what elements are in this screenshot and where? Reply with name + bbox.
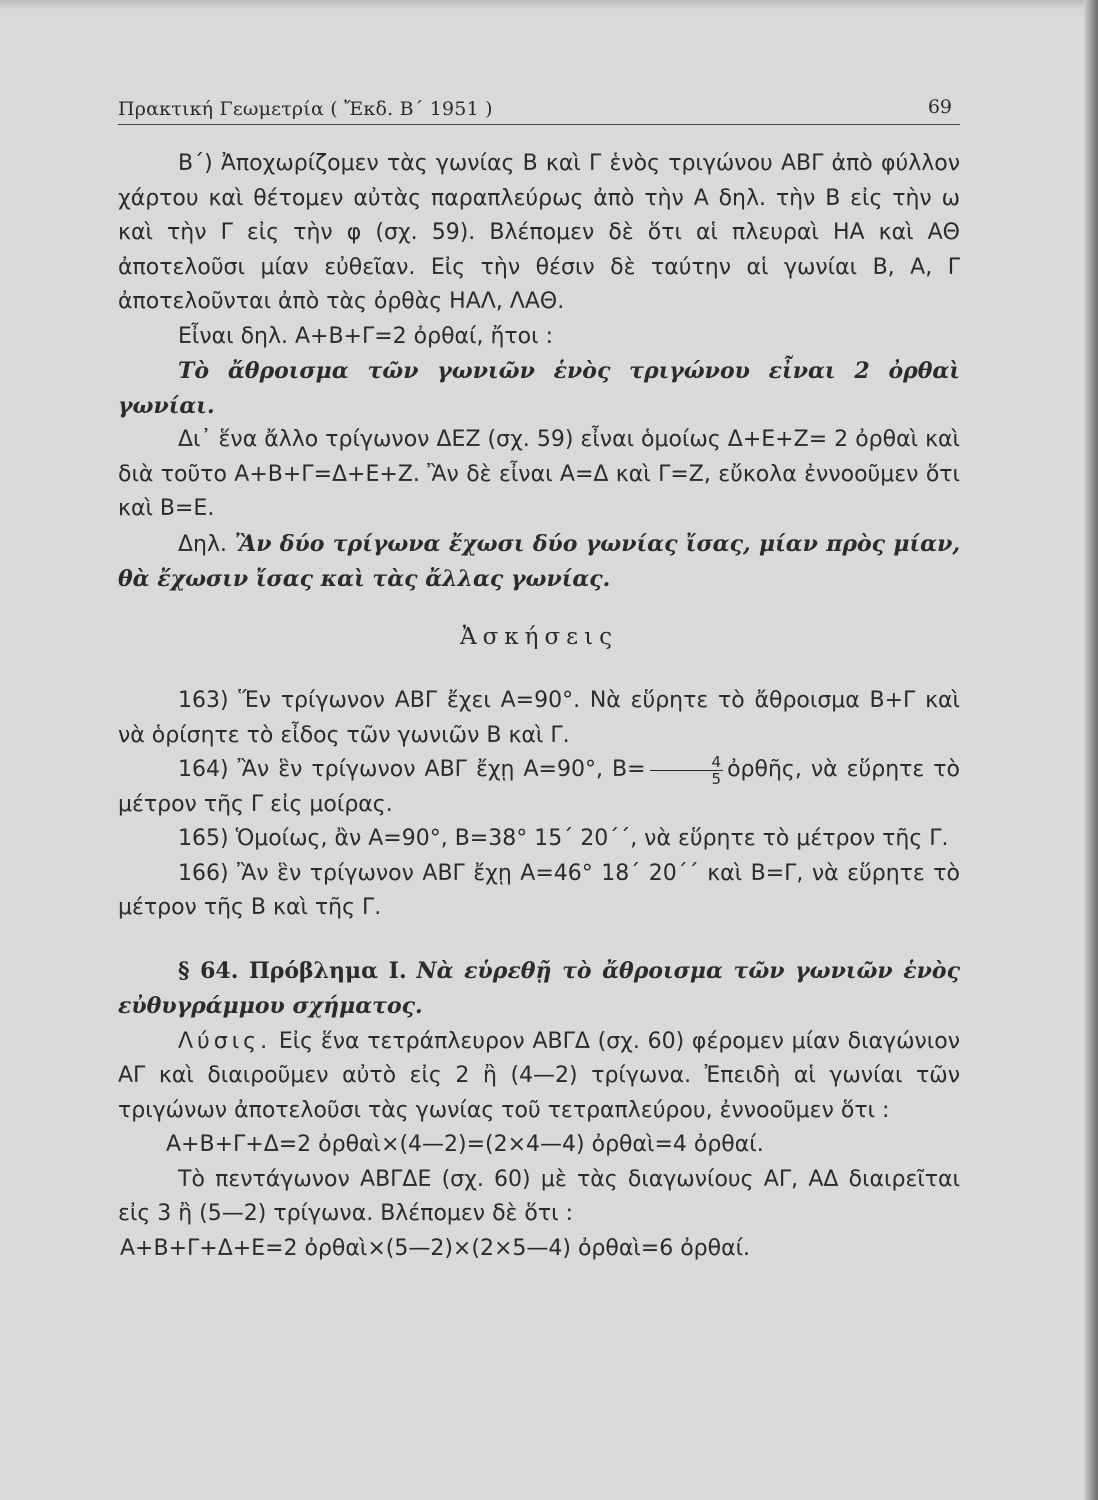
header-title: Πρακτική Γεωμετρία ( Ἔκδ. Β΄ 1951 )	[118, 98, 493, 120]
exercise-164-start: 164) Ἂν ἓν τρίγωνον ΑΒΓ ἔχῃ Α=90°, Β=	[178, 757, 646, 782]
fraction-four-fifths	[650, 754, 724, 787]
paragraph-def: Δι᾽ ἕνα ἄλλο τρίγωνον ΔΕΖ (σχ. 59) εἶναι ὁμοίως Δ+Ε+Ζ= 2 ὀρθαὶ καὶ διὰ τοῦτο Α+Β+Γ=Δ+Ε+Ζ. Ἂν δὲ εἶναι Α=Δ καὶ Γ=Ζ, εὔκολα ἐννοοῦμεν ὅτι καὶ Β=Ε.	[118, 427, 960, 521]
exercise-166: 166) Ἂν ἓν τρίγωνον ΑΒΓ ἔχῃ Α=46° 18΄ 20΄΄ καὶ Β=Γ, νὰ εὕρητε τὸ μέτρον τῆς Β καὶ τῆς Γ.	[118, 860, 960, 920]
paragraph-corollary	[118, 527, 960, 598]
section-64	[118, 954, 960, 1025]
section-gap	[118, 926, 960, 954]
exercise-165: 165) Ὁμοίως, ἂν Α=90°, Β=38° 15΄ 20΄΄, νὰ εὕρητε τὸ μέτρον τῆς Γ.	[178, 826, 949, 851]
fraction-numerator: 4	[650, 754, 724, 771]
exercise-163: 163) Ἕν τρίγωνον ΑΒΓ ἔχει Α=90°. Νὰ εὕρητε τὸ ἄθροισμα Β+Γ καὶ νὰ ὁρίσητε τὸ εἶδος τῶν γωνιῶν Β καὶ Γ.	[118, 688, 960, 748]
running-header	[118, 88, 960, 125]
page-top-shadow	[0, 0, 1098, 10]
paragraph-sum	[118, 320, 960, 355]
book-page	[118, 88, 960, 1266]
equation-quadrilateral: Α+Β+Γ+Δ=2 ὀρθαὶ×(4—2)=(2×4—4) ὀρθαὶ=4 ὀρθαί.	[166, 1132, 764, 1157]
theorem-triangle-sum: Τὸ ἄθροισμα τῶν γωνιῶν ἑνὸς τριγώνου εἶναι 2 ὀρθαὶ γωνίαι.	[118, 358, 960, 419]
page-right-edge	[1084, 0, 1098, 1500]
equation-pentagon: Α+Β+Γ+Δ+Ε=2 ὀρθαὶ×(5—2)×(2×5—4) ὀρθαὶ=6 ὀρθαί.	[120, 1235, 751, 1261]
solution-paragraph	[118, 1025, 960, 1129]
solution-label: Λύσις.	[178, 1028, 272, 1054]
paragraph-pentagon: Τὸ πεντάγωνον ΑΒΓΔΕ (σχ. 60) μὲ τὰς διαγωνίους ΑΓ, ΑΔ διαιρεῖται εἰς 3 ἢ (5—2) τρίγωνα. Βλέπομεν δὲ ὅτι :	[118, 1166, 960, 1226]
exercise-164	[118, 753, 960, 822]
page-body	[118, 147, 960, 1266]
sum-statement: Εἶναι δηλ. Α+Β+Γ=2 ὀρθαί, ἤτοι :	[178, 323, 553, 349]
paragraph-b: Β΄) Ἀποχωρίζομεν τὰς γωνίας Β καὶ Γ ἑνὸς τριγώνου ΑΒΓ ἀπὸ φύλλον χάρτου καὶ θέτομεν αὐτὰς παραπλεύρως ἀπὸ τὴν Α δηλ. τὴν Β εἰς τὴν ω καὶ τὴν Γ εἰς τὴν φ (σχ. 59). Βλέπομεν δὲ ὅτι αἱ πλευραὶ ΗΑ καὶ ΑΘ ἀποτελοῦσι μίαν εὐθεῖαν. Εἰς τὴν θέσιν δὲ ταύτην αἱ γωνίαι Β, Α, Γ ἀποτελοῦνται ἀπὸ τὰς ὀρθὰς ΗΑΛ, ΛΑΘ.	[118, 151, 960, 314]
fraction-denominator: 5	[711, 769, 722, 788]
solution-text: Εἰς ἕνα τετράπλευρον ΑΒΓΔ (σχ. 60) φέρομεν μίαν διαγώνιον ΑΓ καὶ διαιροῦμεν αὐτὸ εἰς 2 ἢ (4—2) τρίγωνα. Ἐπειδὴ αἱ γωνίαι τῶν τριγώνων ἀποτελοῦσι τὰς γωνίας τοῦ τετραπλεύρου, ἐννοοῦμεν ὅτι :	[118, 1028, 960, 1123]
section-title: Νὰ εὑρεθῇ τὸ ἄθροισμα τῶν γωνιῶν ἑνὸς εὐθυγράμμου σχήματος.	[118, 957, 960, 1019]
section-number: § 64. Πρόβλημα Ι.	[178, 957, 407, 984]
corollary-text: Ἂν δύο τρίγωνα ἔχωσι δύο γωνίας ἴσας, μίαν πρὸς μίαν, θὰ ἔχωσιν ἴσας καὶ τὰς ἄλλας γωνίας.	[118, 530, 960, 592]
page-number: 69	[927, 96, 952, 118]
corollary-prefix: Δηλ.	[178, 531, 228, 557]
exercises-heading: Ἀσκήσεις	[460, 623, 618, 650]
exercise-164-end: ὀρθῆς, νὰ εὕρητε τὸ μέτρον τῆς Γ εἰς μοίρας.	[118, 757, 961, 817]
